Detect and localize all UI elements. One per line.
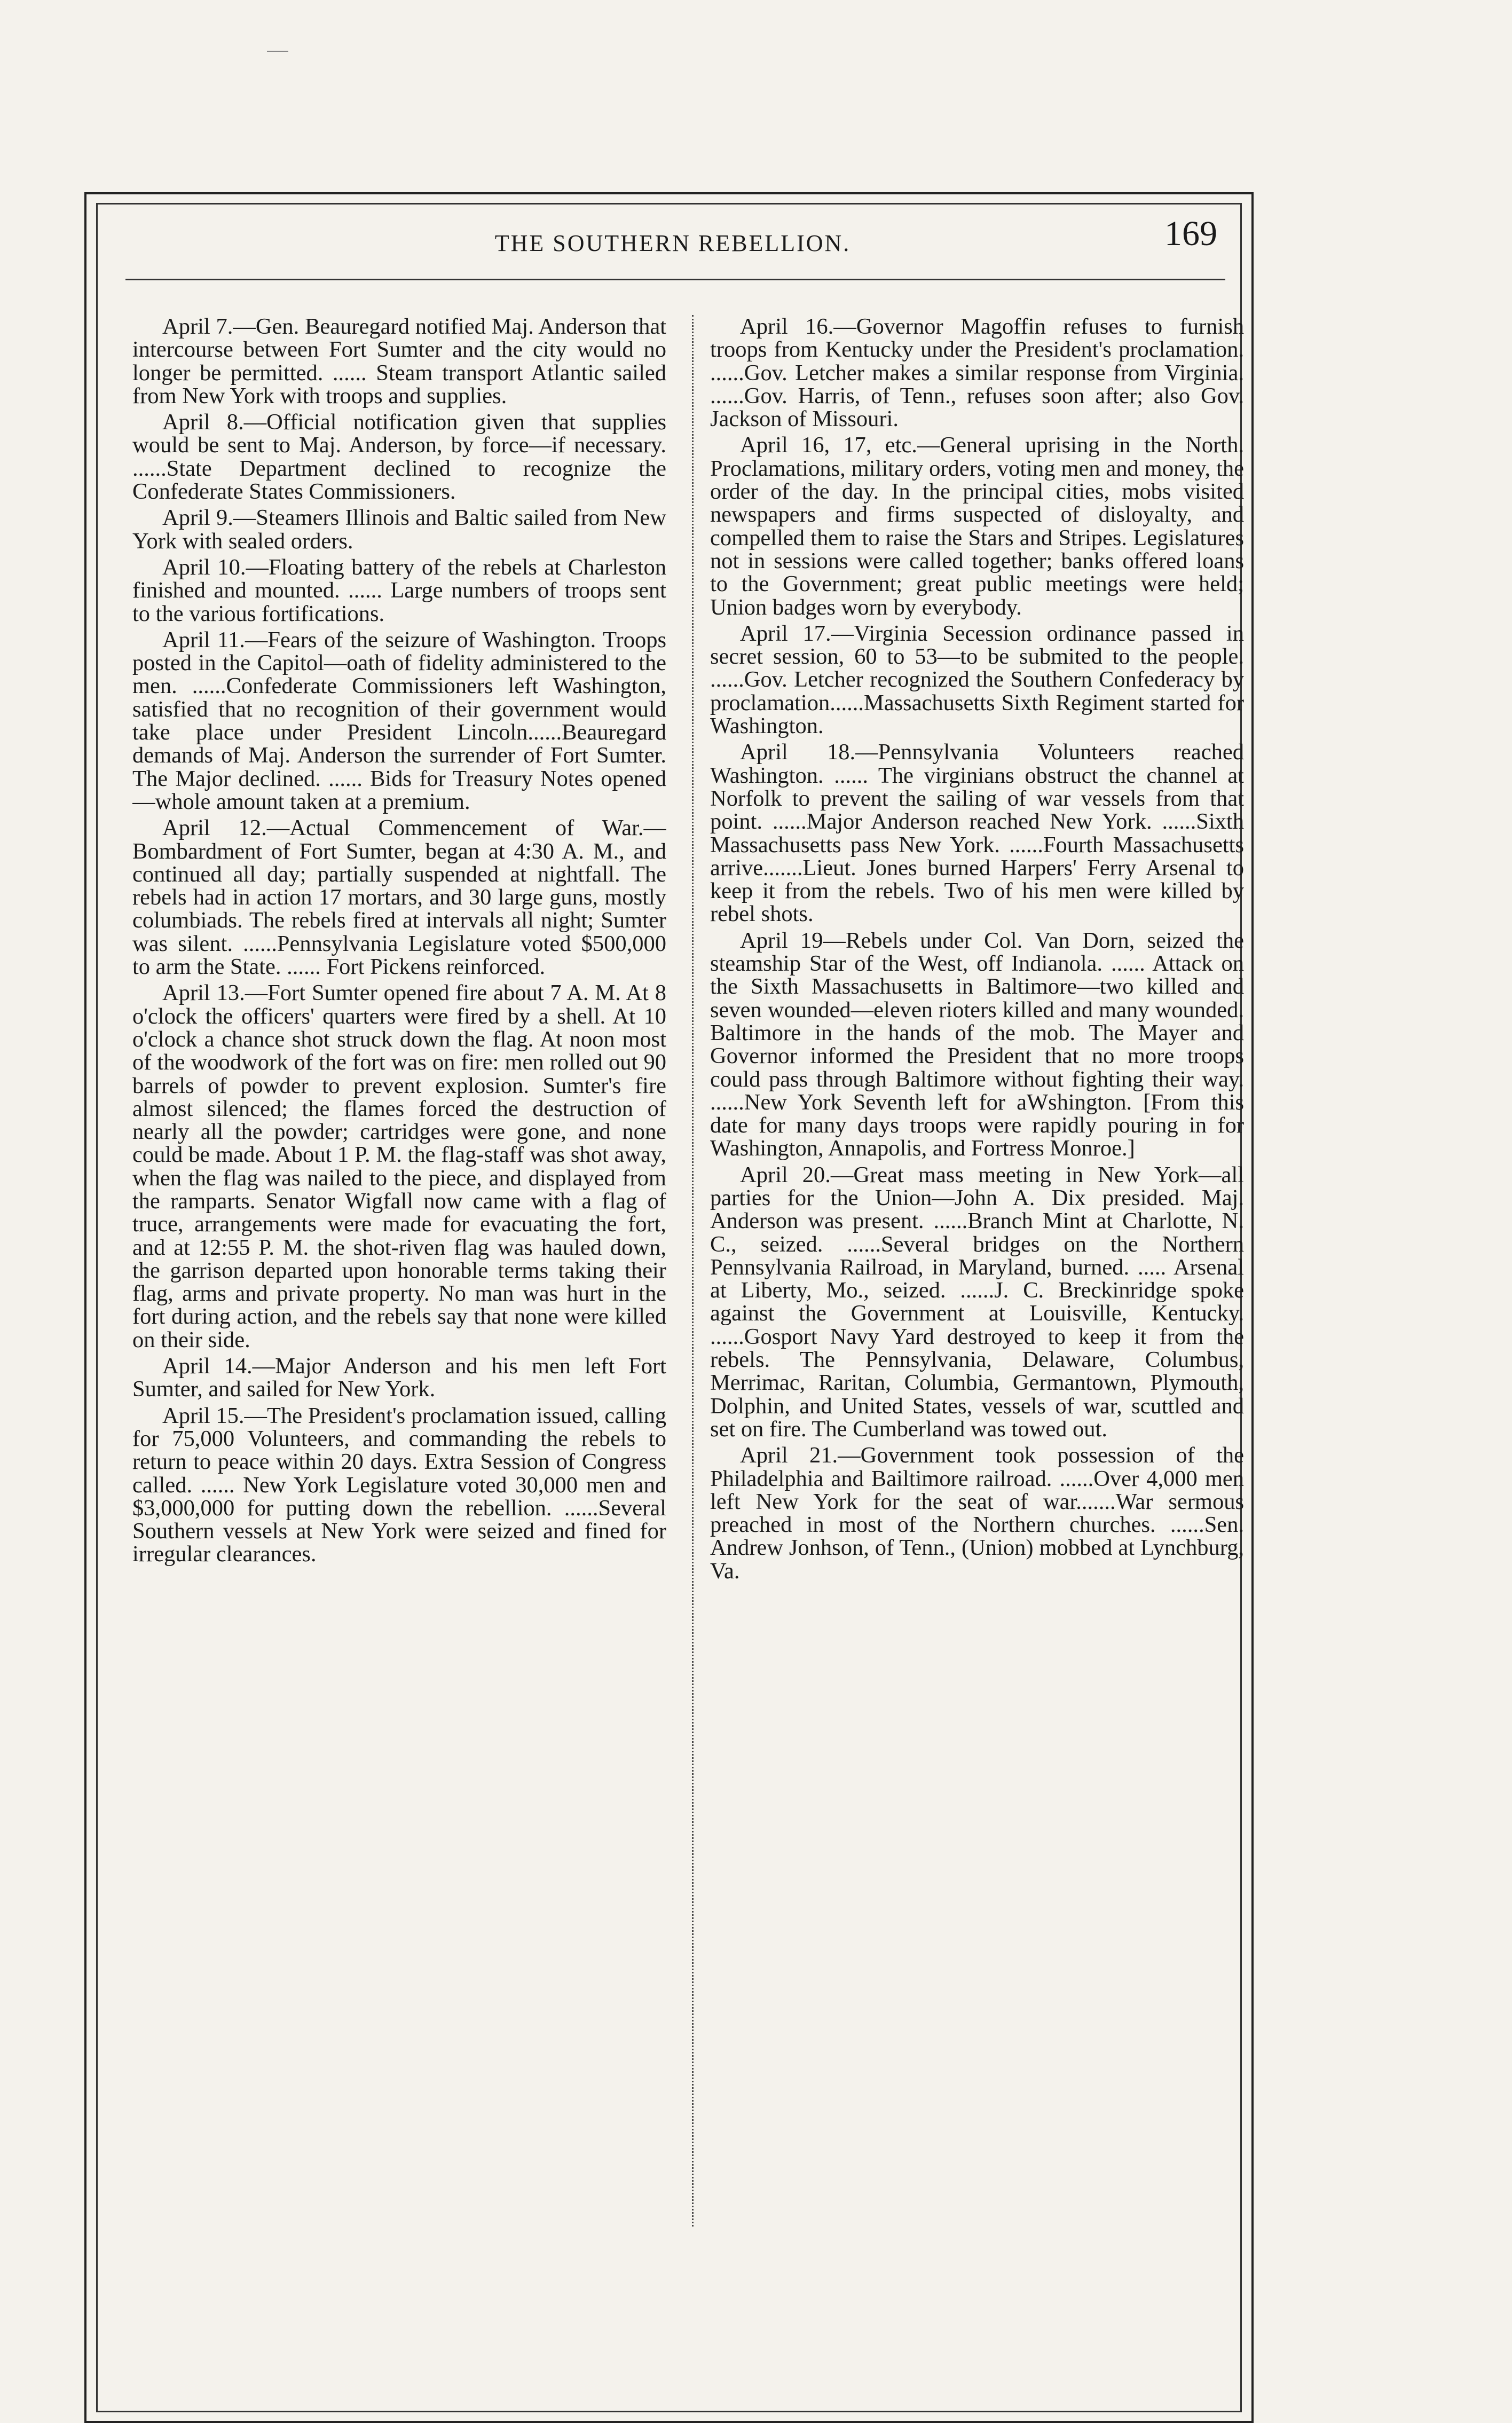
header-rule (125, 279, 1225, 280)
right-column (710, 315, 1244, 2323)
entry-april-20: April 20.—Great mass meeting in New York—all parties for the Union—John A. Dix presided. Maj. Anderson was present. ......Branch Mint at Charlotte, N. C., seized. ......Several bridges on the Northern Pennsylvania Railroad, in Maryland, burned. ..... Arsenal at Liberty, Mo., seized. ......J. C. Breckinridge spoke against the Government at Louisville, Kentucky. ......Gosport Navy Yard destroyed to keep it from the rebels. The Pennsylvania, Delaware, Columbus, Merrimac, Raritan, Columbia, Germantown, Plymouth, Dolphin, and United States, vessels of war, scuttled and set on fire. The Cumberland was towed out. (710, 1162, 1244, 1442)
entry-april-10: April 10.—Floating battery of the rebels at Charleston finished and mounted. ...... Large numbers of troops sent to the various fortifications. (132, 554, 666, 626)
entry-april-9: April 9.—Steamers Illinois and Baltic sailed from New York with sealed orders. (132, 505, 666, 554)
left-column (132, 315, 666, 2323)
page-mark (267, 51, 288, 52)
entry-april-13: April 13.—Fort Sumter opened fire about 7 A. M. At 8 o'clock the officers' quarters were fired by a shell. At 10 o'clock a chance shot struck down the flag. At noon most of the woodwork of the fort was on fire: men rolled out 90 barrels of powder to prevent explosion. Sumter's fire almost silenced; the flames forced the destruction of nearly all the powder; cartridges were gone, and none could be made. About 1 P. M. the flag-staff was shot away, when the flag was nailed to the piece, and displayed from the ramparts. Senator Wigfall now came with a flag of truce, arrangements were made for evacuating the fort, and at 12:55 P. M. the shot-riven flag was hauled down, the garrison departed upon honorable terms taking their flag, arms and private property. No man was hurt in the fort during action, and the rebels say that none were killed on their side. (132, 980, 666, 1352)
entry-april-21: April 21.—Government took possession of the Philadelphia and Bailtimore railroad. ......Over 4,000 men left New York for the seat of war.......War sermous preached in most of the Northern churches. ......Sen. Andrew Jonhson, of Tenn., (Union) mobbed at Lynchburg, Va. (710, 1443, 1244, 1584)
entry-april-17: April 17.—Virginia Secession ordinance passed in secret session, 60 to 53—to be submited to the people. ......Gov. Letcher recognized the Southern Confederacy by proclamation......Massachusetts Sixth Regiment started for Washington. (710, 620, 1244, 739)
entry-april-8: April 8.—Official notification given that supplies would be sent to Maj. Anderson, by force—if necessary. ......State Department declined to recognize the Confederate States Commissioners. (132, 410, 666, 505)
running-title: THE SOUTHERN REBELLION. (494, 230, 851, 256)
page-header (112, 214, 1233, 272)
entry-april-18: April 18.—Pennsylvania Volunteers reached Washington. ...... The virginians obstruct the channel at Norfolk to prevent the sailing of war vessels from that point. ......Major Anderson reached New York. ......Sixth Massachusetts pass New York. ......Fourth Massachusetts arrive.......Lieut. Jones burned Harpers' Ferry Arsenal to keep it from the rebels. Two of his men were killed by rebel shots. (710, 740, 1244, 927)
entry-april-16-17: April 16, 17, etc.—General uprising in the North. Proclamations, military orders, voting men and money, the order of the day. In the principal cities, mobs visited newspapers and firms suspected of disloyalty, and compelled them to raise the Stars and Stripes. Legislatures not in sessions were called together; banks offered loans to the Government; great public meetings were held; Union badges worn by everybody. (710, 432, 1244, 620)
entry-april-15: April 15.—The President's proclamation issued, calling for 75,000 Volunteers, and commanding the rebels to return to peace within 20 days. Extra Session of Congress called. ...... New York Legislature voted 30,000 men and $3,000,000 for putting down the rebellion. ......Several Southern vessels at New York were seized and fined for irregular clearances. (132, 1403, 666, 1567)
entry-april-12: April 12.—Actual Commencement of War.—Bombardment of Fort Sumter, began at 4:30 A. M., and continued all day; partially suspended at nightfall. The rebels had in action 17 mortars, and 30 large guns, mostly columbiads. The rebels fired at intervals all night; Sumter was silent. ......Pennsylvania Legislature voted $500,000 to arm the State. ...... Fort Pickens reinforced. (132, 815, 666, 980)
entry-april-14: April 14.—Major Anderson and his men left Fort Sumter, and sailed for New York. (132, 1354, 666, 1402)
entry-april-7: April 7.—Gen. Beauregard notified Maj. Anderson that intercourse between Fort Sumter and the city would no longer be permitted. ...... Steam transport Atlantic sailed from New York with troops and supplies. (132, 315, 666, 408)
entry-april-11: April 11.—Fears of the seizure of Washington. Troops posted in the Capitol—oath of fidelity administered to the men. ......Confederate Commissioners left Washington, satisfied that no recognition of their government would take place under President Lincoln......Beauregard demands of Maj. Anderson the surrender of Fort Sumter. The Major declined. ...... Bids for Treasury Notes opened—whole amount taken at a premium. (132, 627, 666, 814)
page-number: 169 (1164, 214, 1217, 253)
column-divider (692, 315, 694, 2227)
entry-april-16: April 16.—Governor Magoffin refuses to furnish troops from Kentucky under the President's proclamation. ......Gov. Letcher makes a similar response from Virginia. ......Gov. Harris, of Tenn., refuses soon after; also Gov. Jackson of Missouri. (710, 315, 1244, 432)
entry-april-19: April 19—Rebels under Col. Van Dorn, seized the steamship Star of the West, off Indianola. ...... Attack on the Sixth Massachusetts in Baltimore—two killed and seven wounded—eleven rioters killed and many wounded. Baltimore in the hands of the mob. The Mayer and Governor informed the President that no more troops could pass through Baltimore without fighting their way. ......New York Seventh left for aWshington. [From this date for many days troops were rapidly pouring in for Washington, Annapolis, and Fortress Monroe.] (710, 927, 1244, 1161)
